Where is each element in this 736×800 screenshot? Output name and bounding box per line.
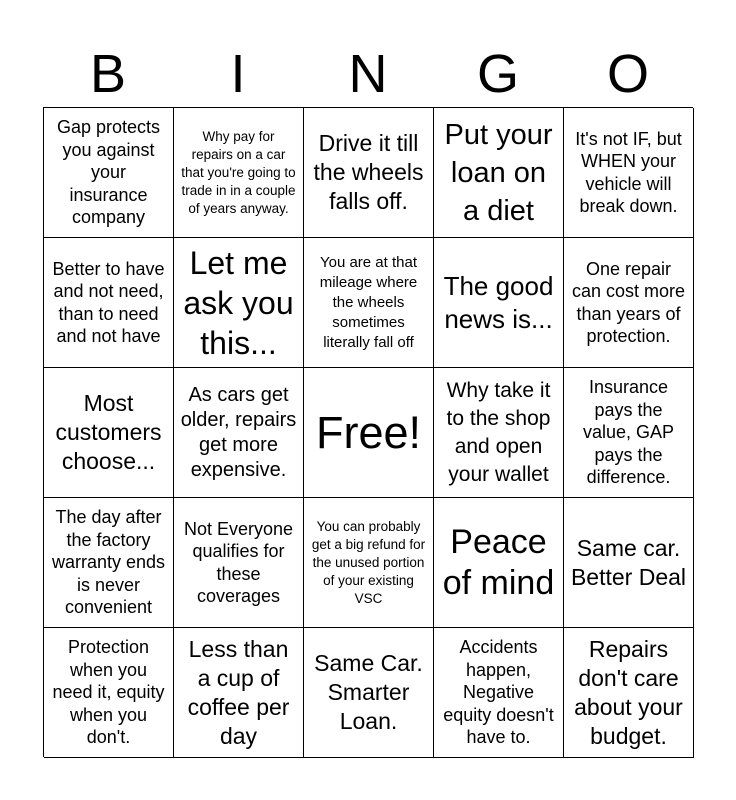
bingo-cell-r5-c1[interactable] xyxy=(44,628,174,758)
cell-text: The day after the factory warranty ends is never convenient xyxy=(51,507,166,618)
header-letter-n: N xyxy=(348,44,388,104)
cell-text: Insurance pays the value, GAP pays the difference. xyxy=(582,377,675,488)
bingo-cell-r3-c5[interactable] xyxy=(564,368,694,498)
cell-text: One repair can cost more than years of protection. xyxy=(571,258,686,346)
cell-text: Let me ask you this... xyxy=(183,244,294,361)
cell-text: You can probably get a big refund for the unused portion of your existing VSC xyxy=(311,518,426,606)
cell-text: Same Car. Smarter Loan. xyxy=(314,650,423,734)
bingo-cell-r3-c2[interactable] xyxy=(174,368,304,498)
bingo-cell-r5-c2[interactable] xyxy=(174,628,304,758)
bingo-cell-r3-c1[interactable] xyxy=(44,368,174,498)
bingo-header xyxy=(43,42,693,106)
cell-text: It's not IF, but WHEN your vehicle will break down. xyxy=(575,128,682,216)
bingo-cell-r1-c4[interactable] xyxy=(434,108,564,238)
bingo-cell-r5-c5[interactable] xyxy=(564,628,694,758)
bingo-cell-r4-c3[interactable] xyxy=(304,498,434,628)
bingo-cell-free-space[interactable] xyxy=(304,368,434,498)
bingo-cell-r2-c2[interactable] xyxy=(174,238,304,368)
cell-text: Less than a cup of coffee per day xyxy=(187,635,290,749)
bingo-cell-r1-c2[interactable] xyxy=(174,108,304,238)
header-letter-i: I xyxy=(230,44,246,104)
bingo-cell-r1-c3[interactable] xyxy=(304,108,434,238)
bingo-cell-r1-c1[interactable] xyxy=(44,108,174,238)
cell-text: Repairs don't care about your budget. xyxy=(574,635,683,749)
cell-text: Same car. Better Deal xyxy=(570,534,687,590)
bingo-cell-r4-c5[interactable] xyxy=(564,498,694,628)
cell-text: Why pay for repairs on a car that you're going to trade in in a couple of years anyway. xyxy=(181,128,296,216)
bingo-cell-r4-c4[interactable] xyxy=(434,498,564,628)
bingo-cell-r4-c1[interactable] xyxy=(44,498,174,628)
cell-text: You are at that mileage where the wheels sometimes literally fall off xyxy=(319,253,418,351)
bingo-cell-r1-c5[interactable] xyxy=(564,108,694,238)
cell-text: Peace of mind xyxy=(442,522,555,602)
cell-text: As cars get older, repairs get more expensive. xyxy=(180,383,297,481)
cell-text: Accidents happen, Negative equity doesn't have to. xyxy=(443,637,554,748)
cell-text: Gap protects you against your insurance company xyxy=(56,117,161,228)
bingo-cell-r5-c4[interactable] xyxy=(434,628,564,758)
cell-text: Why take it to the shop and open your wallet xyxy=(446,378,551,486)
header-letter-b: B xyxy=(89,44,127,104)
cell-text: Not Everyone qualifies for these coverages xyxy=(183,518,294,606)
cell-text: The good news is... xyxy=(443,270,554,334)
header-letter-o: O xyxy=(606,44,649,104)
bingo-cell-r2-c4[interactable] xyxy=(434,238,564,368)
cell-text: Free! xyxy=(315,406,422,458)
bingo-card-grid xyxy=(43,107,693,757)
bingo-cell-r2-c1[interactable] xyxy=(44,238,174,368)
bingo-cell-r3-c4[interactable] xyxy=(434,368,564,498)
cell-text: Most customers choose... xyxy=(55,390,162,474)
header-letter-g: G xyxy=(476,44,519,104)
cell-text: Drive it till the wheels falls off. xyxy=(313,130,424,214)
bingo-cell-r4-c2[interactable] xyxy=(174,498,304,628)
cell-text: Put your loan on a diet xyxy=(444,118,553,227)
bingo-cell-r2-c3[interactable] xyxy=(304,238,434,368)
bingo-cell-r2-c5[interactable] xyxy=(564,238,694,368)
cell-text: Protection when you need it, equity when you don't. xyxy=(52,637,165,748)
bingo-cell-r5-c3[interactable] xyxy=(304,628,434,758)
cell-text: Better to have and not need, than to need and not have xyxy=(52,258,165,346)
